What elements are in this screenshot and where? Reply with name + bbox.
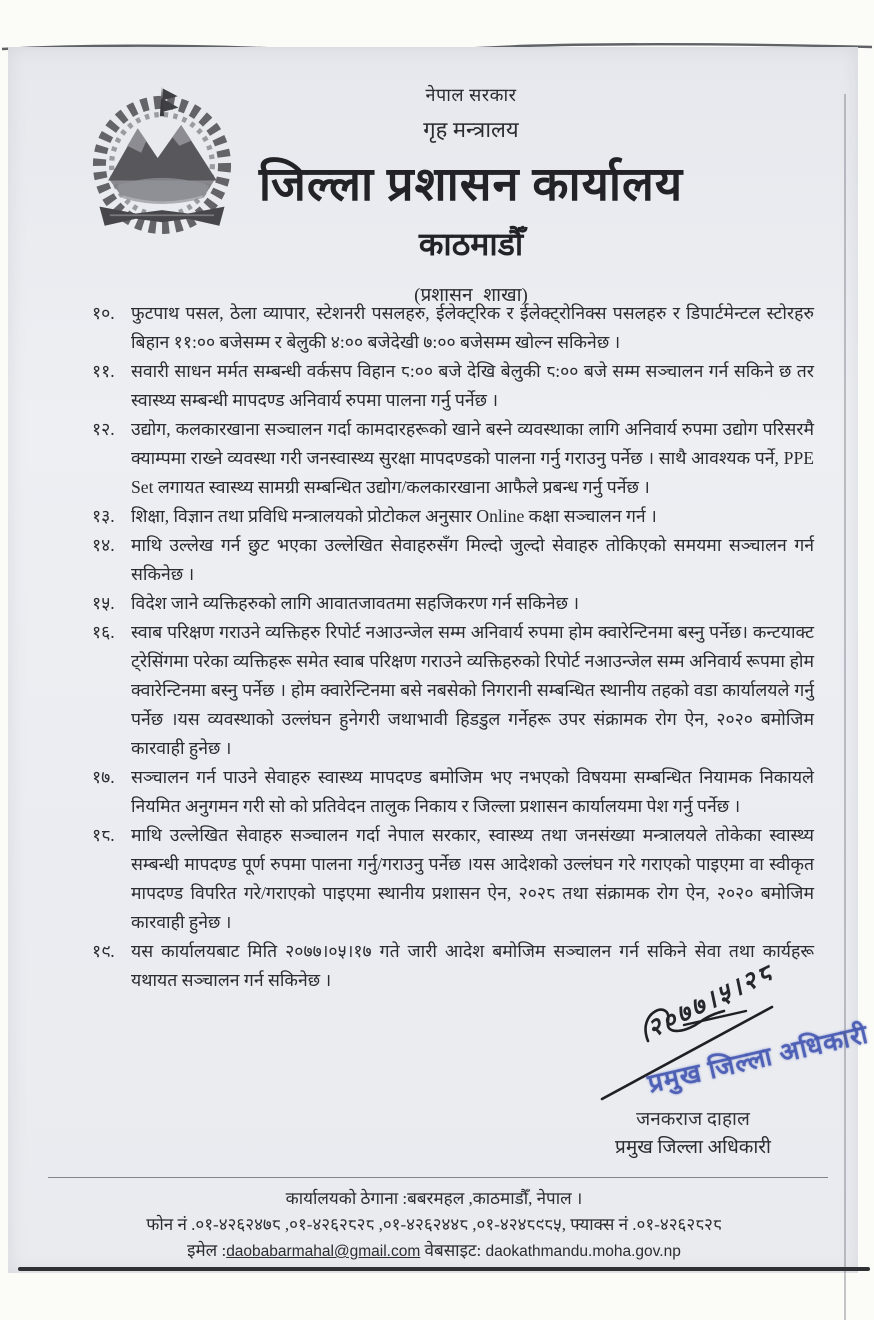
- item-number: १०.: [92, 303, 115, 323]
- signatory-title: प्रमुख जिल्ला अधिकारी: [615, 1137, 771, 1158]
- item-text: यस कार्यालयबाट मिति २०७७।०५।१७ गते जारी आदेश बमोजिम सञ्चालन गर्न सकिने सेवा तथा कार्यहरू यथायत सञ्चालन गर्न सकिनेछ ।: [131, 941, 814, 990]
- item-text: सञ्चालन गर्न पाउने सेवाहरु स्वास्थ्य मापदण्ड बमोजिम भए नभएको विषयमा सम्बन्धित नियामक निकायले नियमित अनुगमन गरी सो को प्रतिवेदन तालुक निकाय र जिल्ला प्रशासन कार्यालयमा पेश गर्नु पर्नेछ ।: [131, 767, 814, 816]
- ministry-name: गृह मन्त्रालय: [423, 117, 519, 142]
- district-name: काठमाडौँ: [418, 226, 524, 262]
- item-text: विदेश जाने व्यक्तिहरुको लागि आवातजावतमा सहजिकरण गर्न सकिनेछ ।: [131, 593, 580, 613]
- footer: [40, 1186, 828, 1265]
- item-text: उद्योग, कलकारखाना सञ्चालन गर्दा कामदारहरूको खाने बस्ने व्यवस्थाका लागि अनिवार्य रुपमा उद्योग परिसरमै क्याम्पमा राख्ने व्यवस्था गरी जनस्वास्थ्य सुरक्षा मापदण्डको पालना गर्नु गराउनु पर्नेछ । साथै आवश्यक पर्ने, PPE Set लगायत स्वास्थ्य सामग्री सम्बन्धित उद्योग/कलकारखाना आफैले प्रबन्ध गर्नु पर्नेछ ।: [131, 419, 814, 497]
- order-list: [92, 299, 814, 995]
- order-item-10: [92, 299, 814, 357]
- official-stamp: प्रमुख जिल्ला अधिकारी: [645, 1019, 872, 1099]
- scan-right-edge: [844, 94, 846, 1320]
- order-item-16: [92, 618, 814, 763]
- item-number: १९.: [92, 941, 115, 961]
- signature-block: [578, 958, 872, 1158]
- document-sheet: [8, 47, 872, 1273]
- branch-name: (प्रशासन शाखा): [414, 285, 528, 306]
- item-number: १४.: [92, 535, 115, 555]
- item-text: माथि उल्लेखित सेवाहरु सञ्चालन गर्दा नेपाल सरकार, स्वास्थ्य तथा जनसंख्या मन्त्रालयले तोकेका स्वास्थ्य सम्बन्धी मापदण्ड पूर्ण रुपमा पालना गर्नु/गराउनु पर्नेछ ।यस आदेशको उल्लंघन गरे गराएको पाइएमा वा स्वीकृत मापदण्ड विपरित गरे/गराएको पाइएमा स्थानीय प्रशासन ऐन, २०२८ तथा संक्रामक रोग ऐन, २०२० बमोजिम कारवाही हुनेछ ।: [131, 825, 814, 932]
- order-item-15: [92, 589, 814, 618]
- item-number: १३.: [92, 506, 115, 526]
- order-item-13: [92, 502, 814, 531]
- item-text: माथि उल्लेख गर्न छुट भएका उल्लेखित सेवाहरुसँग मिल्दो जुल्दो सेवाहरु तोकिएको समयमा सञ्चालन गर्न सकिनेछ ।: [131, 535, 814, 584]
- website-url: daokathmandu.moha.gov.np: [485, 1243, 681, 1260]
- item-number: १८.: [92, 825, 115, 845]
- scan-bottom-edge: [18, 1267, 870, 1271]
- phone-numbers: फोन नं .०१-४२६२४७८ ,०१-४२६२८२८ ,०१-४२६२४४८ ,०१-४२४८९८५, फ्याक्स नं .०१-४२६२८२८: [146, 1215, 722, 1234]
- item-number: १६.: [92, 622, 115, 642]
- letterhead: [120, 83, 822, 307]
- office-address: कार्यालयको ठेगाना :बबरमहल ,काठमाडौँ, नेपाल ।: [285, 1189, 583, 1208]
- item-number: १२.: [92, 419, 115, 439]
- item-text: स्वाब परिक्षण गराउने व्यक्तिहरु रिपोर्ट नआउन्जेल सम्म अनिवार्य रुपमा होम क्वारेन्टिनमा बस्नु पर्नेछ। कन्टयाक्ट ट्रेसिंगमा परेका व्यक्तिहरू समेत स्वाब परिक्षण गराउने व्यक्तिहरुको रिपोर्ट नआउन्जेल सम्म अनिवार्य रूपमा होम क्वारेन्टिनमा बस्नु पर्नेछ । होम क्वारेन्टिनमा बसे नबसेको निगरानी सम्बन्धित स्थानीय तहको वडा कार्यालयले गर्नु पर्नेछ ।यस व्यवस्थाको उल्लंघन हुनेगरी जथाभावी हिडडुल गर्नेहरू उपर संक्रामक रोग ऐन, २०२० बमोजिम कारवाही हुनेछ ।: [131, 622, 814, 758]
- item-text: शिक्षा, विज्ञान तथा प्रविधि मन्त्रालयको प्रोटोकल अनुसार Online कक्षा सञ्चालन गर्न ।: [131, 506, 657, 526]
- signatory-name: जनकराज दाहाल: [636, 1109, 750, 1130]
- order-item-18: [92, 821, 814, 937]
- office-title: जिल्ला प्रशासन कार्यालय: [258, 159, 684, 211]
- website-label: वेबसाइट:: [424, 1241, 482, 1260]
- order-item-17: [92, 763, 814, 821]
- email-label: इमेल :: [187, 1241, 227, 1260]
- item-number: १५.: [92, 593, 115, 613]
- order-item-11: [92, 357, 814, 415]
- item-text: फुटपाथ पसल, ठेला व्यापार, स्टेशनरी पसलहरु, ईलेक्ट्रिक र ईलेक्ट्रोनिक्स पसलहरु र डिपार्टमेन्टल स्टोरहरु बिहान ११:०० बजेसम्म र बेलुकी ४:०० बजेदेखी ७:०० बजेसम्म खोल्न सकिनेछ ।: [131, 303, 814, 352]
- item-number: ११.: [92, 361, 115, 381]
- contact-row: [40, 1238, 828, 1265]
- government-name: नेपाल सरकार: [425, 85, 517, 105]
- item-number: १७.: [92, 767, 115, 787]
- email-address: daobabarmahal@gmail.com: [226, 1243, 421, 1260]
- item-text: सवारी साधन मर्मत सम्बन्धी वर्कसप विहान ८:०० बजे देखि बेलुकी ८:०० बजे सम्म सञ्चालन गर्न सकिने छ तर स्वास्थ्य सम्बन्धी मापदण्ड अनिवार्य रुपमा पालना गर्नु पर्नेछ ।: [131, 361, 814, 410]
- handwritten-date: २०७७।५।२८: [643, 958, 779, 1044]
- order-item-12: [92, 415, 814, 502]
- footer-divider: [48, 1177, 828, 1178]
- order-item-14: [92, 531, 814, 589]
